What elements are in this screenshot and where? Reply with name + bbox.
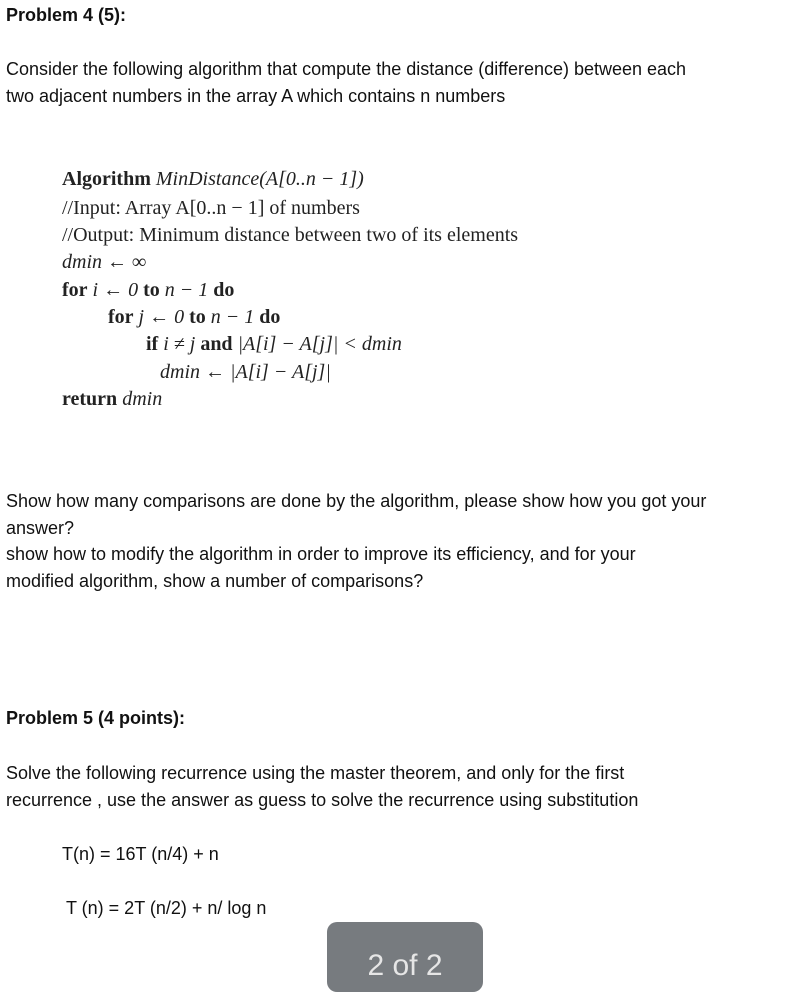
algorithm-outer-loop: for i ← 0 to n − 1 do bbox=[62, 279, 235, 301]
algorithm-dmin-init: dmin ← ∞ bbox=[62, 251, 147, 273]
page-indicator[interactable]: 2 of 2 bbox=[327, 922, 483, 992]
problem-5-title: Problem 5 (4 points): bbox=[6, 708, 186, 728]
recurrence-2: T (n) = 2T (n/2) + n/ log n bbox=[66, 898, 267, 918]
algorithm-if-condition: if i ≠ j and |A[i] − A[j]| < dmin bbox=[146, 333, 402, 355]
algorithm-header: Algorithm MinDistance(A[0..n − 1]) bbox=[62, 168, 364, 190]
algorithm-output-comment: //Output: Minimum distance between two of its elements bbox=[62, 224, 519, 246]
problem-5-intro-line-2: recurrence , use the answer as guess to solve the recurrence using substitution bbox=[6, 790, 639, 810]
problem-4-question-line-4: modified algorithm, show a number of comparisons? bbox=[6, 571, 424, 591]
problem-4-question-line-1: Show how many comparisons are done by the algorithm, please show how you got your bbox=[6, 491, 707, 511]
problem-4-question-line-3: show how to modify the algorithm in order to improve its efficiency, and for your bbox=[6, 544, 636, 564]
problem-4-title: Problem 4 (5): bbox=[6, 5, 127, 25]
problem-5-intro-line-1: Solve the following recurrence using the master theorem, and only for the first bbox=[6, 763, 625, 783]
algorithm-inner-loop: for j ← 0 to n − 1 do bbox=[108, 306, 281, 328]
algorithm-input-comment: //Input: Array A[0..n − 1] of numbers bbox=[62, 197, 360, 219]
recurrence-1: T(n) = 16T (n/4) + n bbox=[62, 844, 219, 864]
problem-4-intro-line-2: two adjacent numbers in the array A which contains n numbers bbox=[6, 86, 506, 106]
problem-4-intro-line-1: Consider the following algorithm that compute the distance (difference) between each bbox=[6, 59, 687, 79]
problem-4-question-line-2: answer? bbox=[6, 518, 75, 538]
algorithm-dmin-update: dmin ← |A[i] − A[j]| bbox=[160, 361, 331, 383]
algorithm-return: return dmin bbox=[62, 388, 163, 410]
